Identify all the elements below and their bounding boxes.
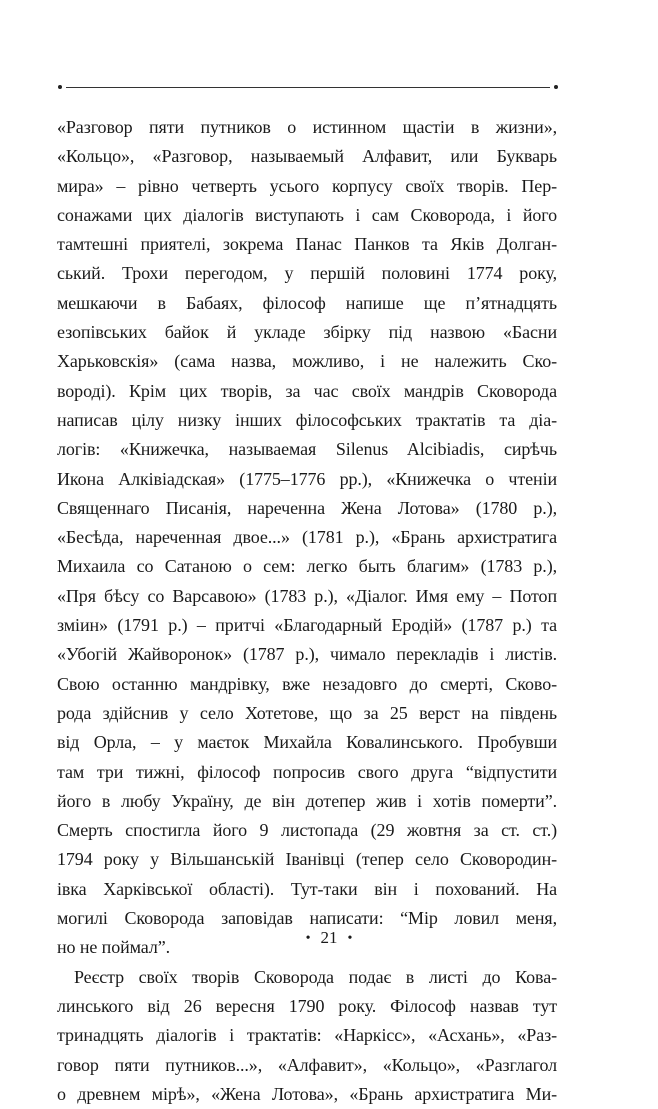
text-line: ський. Трохи перегодом, у першій половині 1774 року,: [57, 263, 557, 284]
text-line: Смерть спостигла його 9 листопада (29 жовтня за ст. ст.): [57, 820, 557, 841]
text-line: рода здійснив у село Хотетове, що за 25 верст на південь: [57, 702, 557, 723]
text-line: зміин» (1791 р.) – притчі «Благодарный Еродій» (1787 р.) та: [57, 615, 557, 636]
page-footer: [0, 928, 658, 948]
folio-bullet-left: •: [305, 931, 311, 946]
text-line: від Орла, – у маєток Михайла Ковалинського. Пробувши: [57, 732, 557, 753]
text-line: но не поймал”.: [57, 937, 171, 958]
text-line: «Пря бѣсу со Варсавою» (1783 р.), «Діалог. Имя ему – Потоп: [57, 585, 557, 606]
rule-line: [66, 87, 550, 88]
page-number: 21: [320, 928, 338, 947]
text-line: Харьковскія» (сама назва, можливо, і не належить Ско-: [57, 351, 557, 372]
text-line: 1794 року у Вільшанській Іванівці (тепер село Сковородин-: [57, 849, 557, 870]
text-line: «Разговор пяти путников о истинном щастіи в жизни»,: [57, 117, 557, 137]
text-line: тамтешні приятелі, зокрема Панас Панков та Яків Долган-: [57, 234, 557, 255]
text-line: Свою останню мандрівку, вже незадовго до смерті, Сково-: [57, 673, 557, 694]
body-text: [57, 113, 557, 1109]
text-line: говор пяти путников...», «Алфавит», «Кольцо», «Разглагол: [57, 1054, 557, 1075]
text-line: езопівських байок й укладе збірку під назвою «Басни: [57, 322, 557, 343]
text-line: «Убогій Жайворонок» (1787 р.), чимало перекладів і листів.: [57, 644, 557, 665]
rule-right-dot: [554, 85, 558, 89]
text-line: написав цілу низку інших філософських трактатів та діа-: [57, 409, 557, 430]
text-line: мира» – рівно четверть усього корпусу своїх творів. Пер-: [57, 175, 557, 196]
text-line: сонажами цих діалогів виступають і сам Сковорода, і його: [57, 204, 557, 225]
text-line: Икона Алківіадская» (1775–1776 рр.), «Книжечка о чтеніи: [57, 468, 557, 489]
text-line: тринадцять діалогів і трактатів: «Наркісс», «Асхань», «Раз-: [57, 1025, 557, 1046]
text-line: «Кольцо», «Разговор, называемый Алфавит, или Букварь: [57, 146, 557, 167]
text-line: вороді). Крім цих творів, за час своїх мандрів Сковорода: [57, 380, 557, 401]
text-line: «Бесѣда, нареченная двое...» (1781 р.), «Брань архистратига: [57, 527, 557, 548]
folio-bullet-right: •: [347, 931, 353, 946]
text-line: линського від 26 вересня 1790 року. Філософ назвав тут: [57, 995, 557, 1016]
text-line: могилі Сковорода заповідав написати: “Мір ловил меня,: [57, 908, 557, 929]
text-line: Священнаго Писанія, нареченна Жена Лотова» (1780 р.),: [57, 497, 557, 518]
text-line: Михаила со Сатаною о сем: легко быть благим» (1783 р.),: [57, 556, 557, 577]
text-line: його в любу Україну, де він дотепер жив і хотів померти”.: [57, 790, 557, 811]
rule-left-dot: [58, 85, 62, 89]
text-line: там три тижні, філософ попросив свого друга “відпустити: [57, 761, 557, 782]
text-line: о древнем мірѣ», «Жена Лотова», «Брань архистратига Ми-: [57, 1083, 557, 1104]
text-line: івка Харківської області). Тут-таки він і похований. На: [57, 878, 557, 899]
header-rule: [58, 84, 558, 92]
text-line: мешкаючи в Бабаях, філософ напише ще п’ятнадцять: [57, 292, 557, 313]
paragraph-first-line: Реєстр своїх творів Сковорода подає в листі до Кова-: [74, 966, 557, 987]
text-line: логів: «Книжечка, называемая Silenus Alcibiadis, сирѣчь: [57, 439, 557, 460]
